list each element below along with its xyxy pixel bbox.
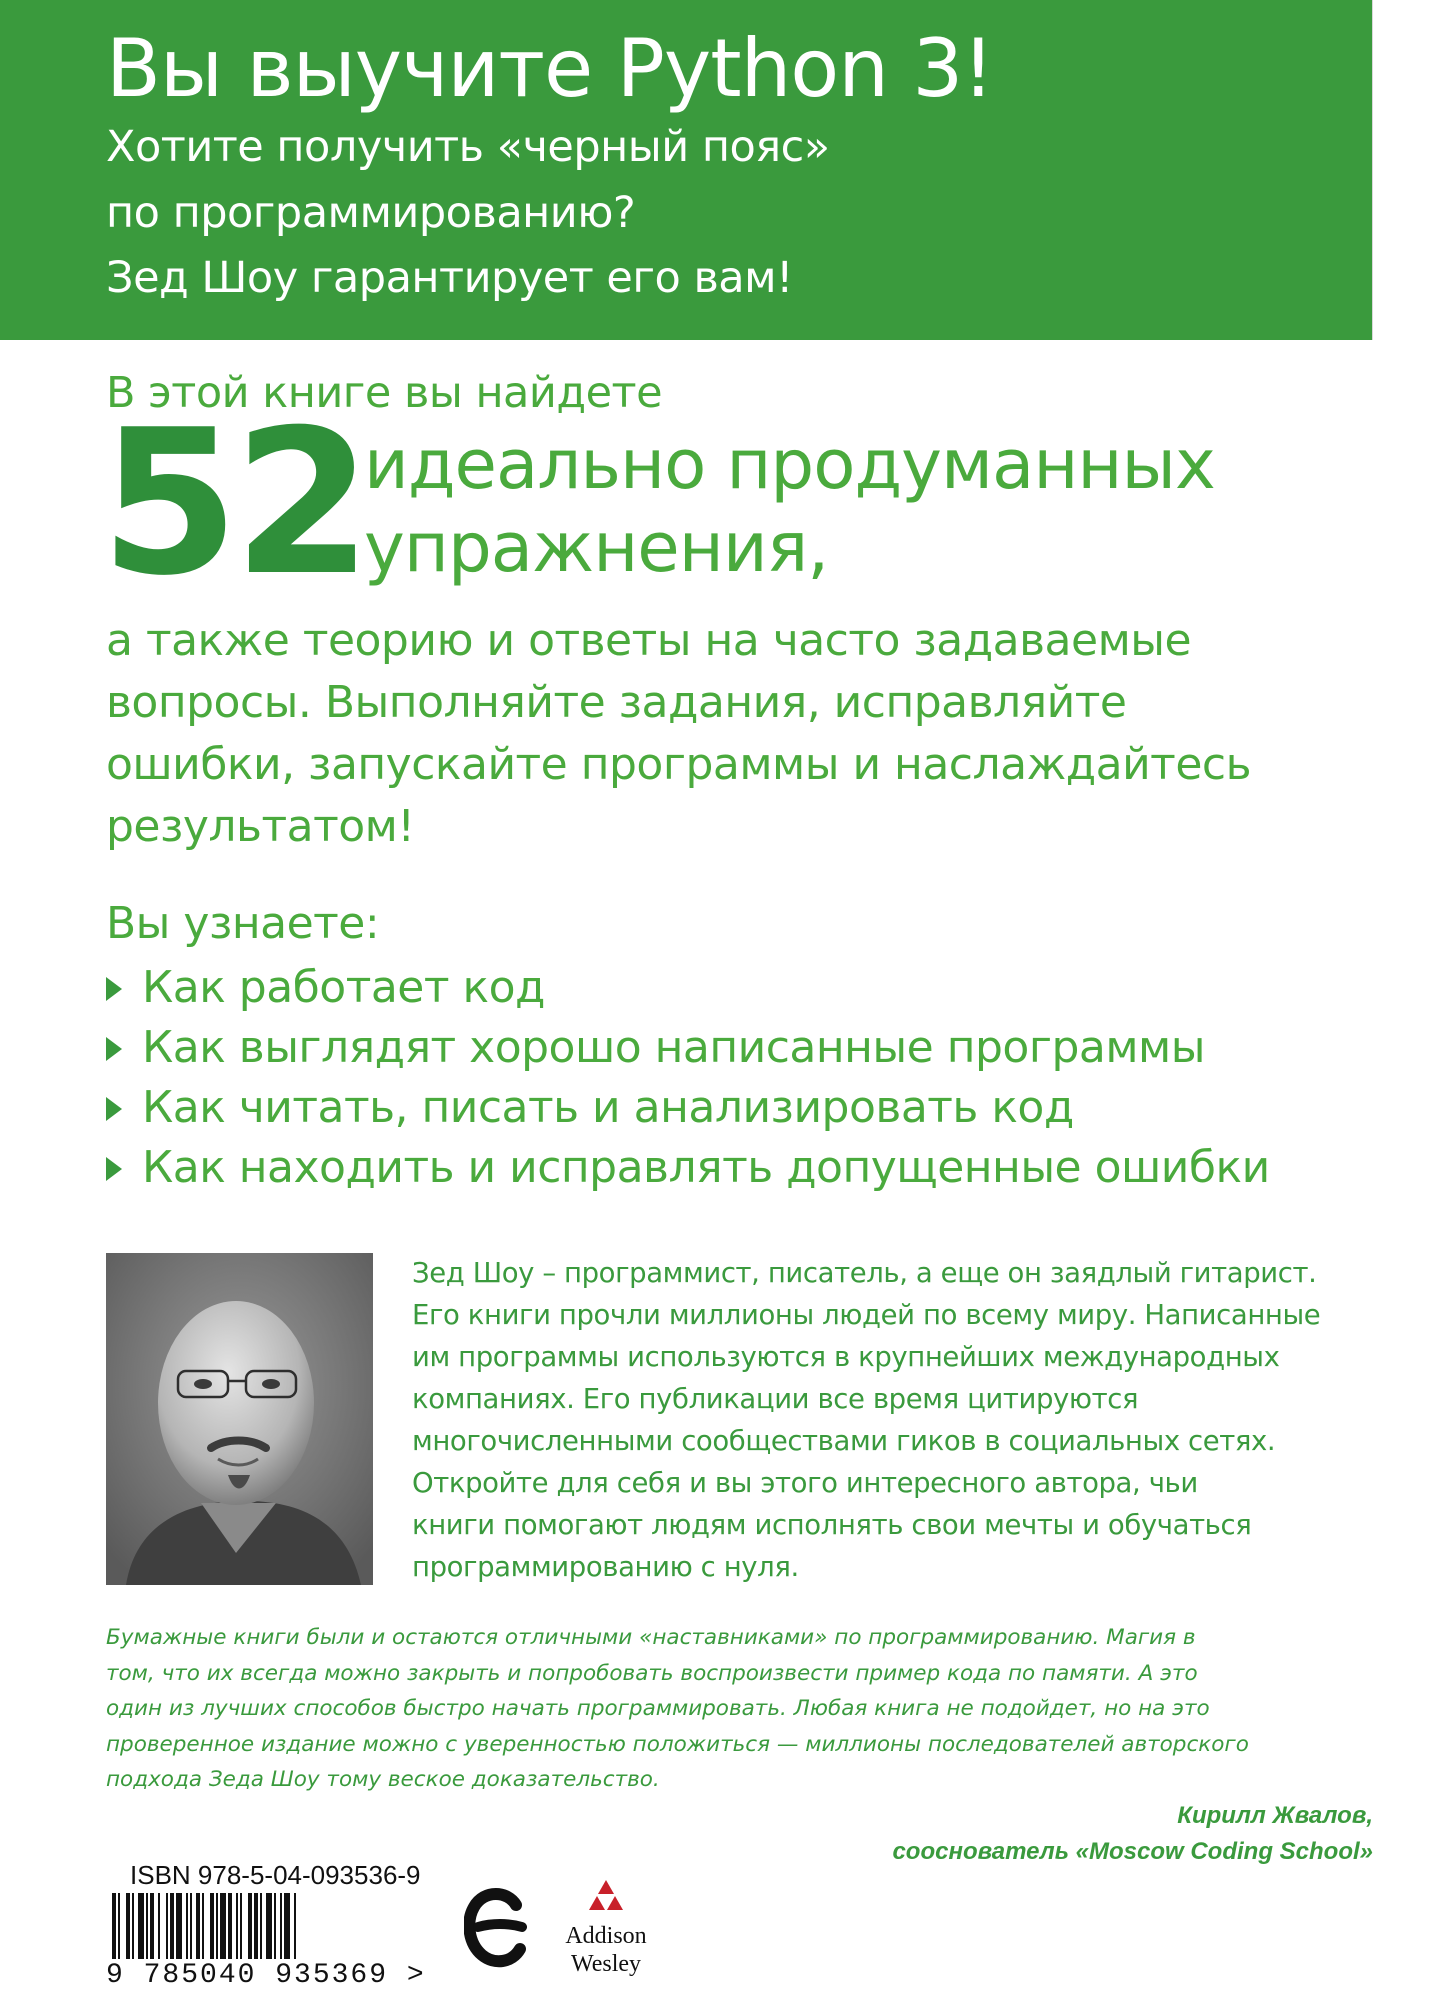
author-portrait-icon	[106, 1253, 373, 1585]
headline-line-2: упражнения,	[364, 508, 829, 588]
headline-line-1: идеально продуманных	[364, 425, 1215, 505]
list-item-text: Как читать, писать и анализировать код	[142, 1082, 1074, 1133]
barcode-bar	[284, 1893, 290, 1959]
barcode-bar	[240, 1893, 242, 1959]
barcode-bar	[158, 1893, 160, 1959]
triangle-bullet-icon	[106, 977, 122, 1001]
barcode-bar	[216, 1893, 218, 1959]
list-item	[106, 1078, 1270, 1138]
bio-line: книги помогают людям исполнять свои мечты и обучаться	[412, 1509, 1252, 1541]
barcode-bar	[190, 1893, 192, 1959]
list-item-text: Как находить и исправлять допущенные ошибки	[142, 1142, 1270, 1193]
list-item	[106, 958, 1270, 1018]
learn-list	[106, 958, 1270, 1198]
aw-line-2: Wesley	[570, 1951, 642, 1977]
quote-author-name: Кирилл Жвалов,	[1177, 1802, 1373, 1829]
barcode-bar	[294, 1893, 296, 1959]
quote-line: подхода Зеда Шоу тому веское доказательство.	[106, 1767, 660, 1792]
triangle-bullet-icon	[106, 1037, 122, 1061]
cover-title: Вы выучите Python 3!	[106, 22, 994, 115]
barcode-digits: 9 785040 935369 >	[106, 1960, 426, 1991]
barcode-bar	[202, 1893, 204, 1959]
paragraph-line: вопросы. Выполняйте задания, исправляйте	[106, 677, 1127, 728]
barcode-bar	[166, 1893, 168, 1959]
bio-line: программированию с нуля.	[412, 1551, 799, 1583]
barcode-bar	[132, 1893, 134, 1959]
quote-line: Бумажные книги были и остаются отличными «наставниками» по программированию. Магия в	[106, 1625, 1196, 1650]
bio-line: Его книги прочли миллионы людей по всему миру. Написанные	[412, 1299, 1321, 1331]
barcode-bar	[220, 1893, 226, 1959]
bio-line: многочисленными сообществами гиков в социальных сетях.	[412, 1425, 1276, 1457]
triangle-bullet-icon	[106, 1157, 122, 1181]
list-item-text: Как работает код	[142, 962, 545, 1013]
quote-author-role: сооснователь «Moscow Coding School»	[892, 1838, 1373, 1865]
barcode-bar	[150, 1893, 154, 1959]
quote-line: один из лучших способов быстро начать программировать. Любая книга не подойдет, но на это	[106, 1696, 1210, 1721]
intro-text: В этой книге вы найдете	[106, 368, 663, 418]
quote-attribution	[892, 1798, 1373, 1870]
exercise-count: 52	[100, 387, 367, 620]
author-photo	[106, 1253, 373, 1585]
barcode-bar	[228, 1893, 232, 1959]
barcode-bar	[112, 1893, 116, 1959]
quote-line: проверенное издание можно с уверенностью положиться — миллионы последователей авторского	[106, 1731, 1249, 1757]
barcode-bar	[248, 1893, 252, 1959]
barcode-bar	[118, 1893, 120, 1959]
list-item-text: Как выглядят хорошо написанные программы	[142, 1022, 1205, 1073]
barcode-bar	[280, 1893, 282, 1959]
barcode-bar	[274, 1893, 276, 1959]
bio-line: Зед Шоу – программист, писатель, а еще он заядлый гитарист.	[412, 1257, 1317, 1289]
aw-line-1: Addison	[565, 1923, 647, 1949]
barcode-bar	[170, 1893, 174, 1959]
barcode-bar	[186, 1893, 188, 1959]
addison-wesley-logo	[558, 1880, 654, 1990]
list-item	[106, 1138, 1270, 1198]
triangle-bullet-icon	[106, 1097, 122, 1121]
author-bio	[412, 1252, 1372, 1588]
header-line-3: Зед Шоу гарантирует его вам!	[106, 253, 793, 303]
barcode-bar	[146, 1893, 148, 1959]
barcode-bar	[236, 1893, 238, 1959]
barcode-bar	[266, 1893, 272, 1959]
header-band	[0, 0, 1373, 340]
barcode-bar	[196, 1893, 200, 1959]
barcode-bar	[126, 1893, 130, 1959]
barcode-bar	[210, 1893, 214, 1959]
bio-line: компаниях. Его публикации все время цитируются	[412, 1383, 1139, 1415]
paragraph-line: ошибки, запускайте программы и наслаждайтесь	[106, 739, 1252, 790]
addison-wesley-triangle-icon	[586, 1880, 626, 1918]
barcode-bar	[176, 1893, 182, 1959]
description-paragraph	[106, 610, 1251, 858]
paragraph-line: результатом!	[106, 801, 415, 852]
learn-title: Вы узнаете:	[106, 898, 380, 949]
barcode-bar	[138, 1893, 144, 1959]
paragraph-line: а также теорию и ответы на часто задаваемые	[106, 615, 1192, 666]
barcode-bar	[260, 1893, 262, 1959]
header-line-2: по программированию?	[106, 188, 636, 238]
quote-line: том, что их всегда можно закрыть и попробовать воспроизвести пример кода по памяти. А это	[106, 1660, 1198, 1686]
review-quote	[106, 1620, 1386, 1798]
eksmo-e-icon	[464, 1883, 528, 1973]
isbn-text: ISBN 978-5-04-093536-9	[130, 1860, 421, 1890]
barcode-bar	[254, 1893, 258, 1959]
list-item	[106, 1018, 1270, 1078]
bio-line: им программы используются в крупнейших международных	[412, 1341, 1280, 1373]
header-line-1: Хотите получить «черный пояс»	[106, 122, 830, 172]
bio-line: Откройте для себя и вы этого интересного автора, чьи	[412, 1467, 1198, 1499]
